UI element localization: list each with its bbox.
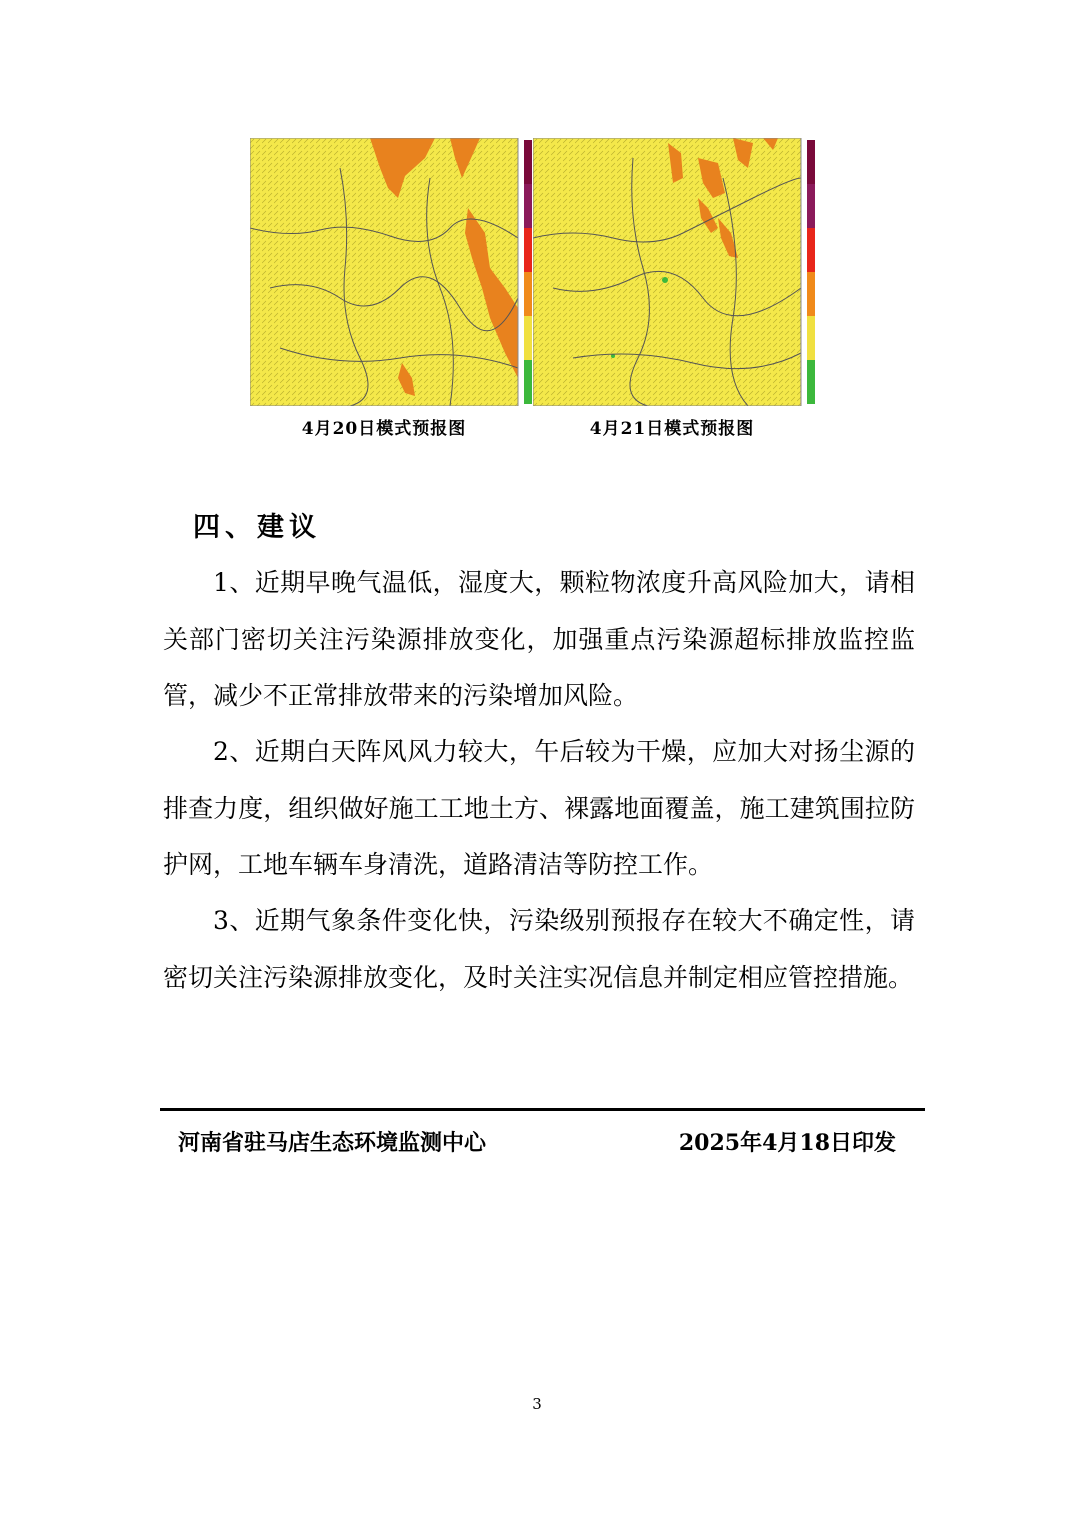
section-heading: 四、建议 [193, 512, 321, 543]
forecast-map-apr20 [250, 138, 534, 406]
paragraph-2: 2、近期白天阵风风力较大，午后较为干燥，应加大对扬尘源的排查力度，组织做好施工工地土方、裸露地面覆盖，施工建筑围拉防护网，工地车辆车身清洗，道路清洁等防控工作。 [163, 737, 915, 879]
paragraph-3: 3、近期气象条件变化快，污染级别预报存在较大不确定性，请密切关注污染源排放变化，及时关注实况信息并制定相应管控措施。 [163, 906, 915, 992]
map-caption-apr21: 4月21日模式预报图 [589, 419, 755, 439]
page-number: 3 [532, 1395, 542, 1413]
footer-divider [160, 1108, 925, 1111]
forecast-map-image [250, 138, 534, 406]
forecast-map-image [533, 138, 817, 406]
color-legend [807, 140, 815, 404]
forecast-map-apr21 [533, 138, 817, 406]
color-legend [524, 140, 532, 404]
map-caption-apr20: 4月20日模式预报图 [301, 419, 467, 439]
issue-date: 2025年4月18日印发 [678, 1130, 896, 1156]
paragraph-1: 1、近期早晚气温低，湿度大，颗粒物浓度升高风险加大，请相关部门密切关注污染源排放变化，加强重点污染源超标排放监控监管，减少不正常排放带来的污染增加风险。 [163, 568, 915, 710]
issuer-name: 河南省驻马店生态环境监测中心 [178, 1130, 487, 1156]
